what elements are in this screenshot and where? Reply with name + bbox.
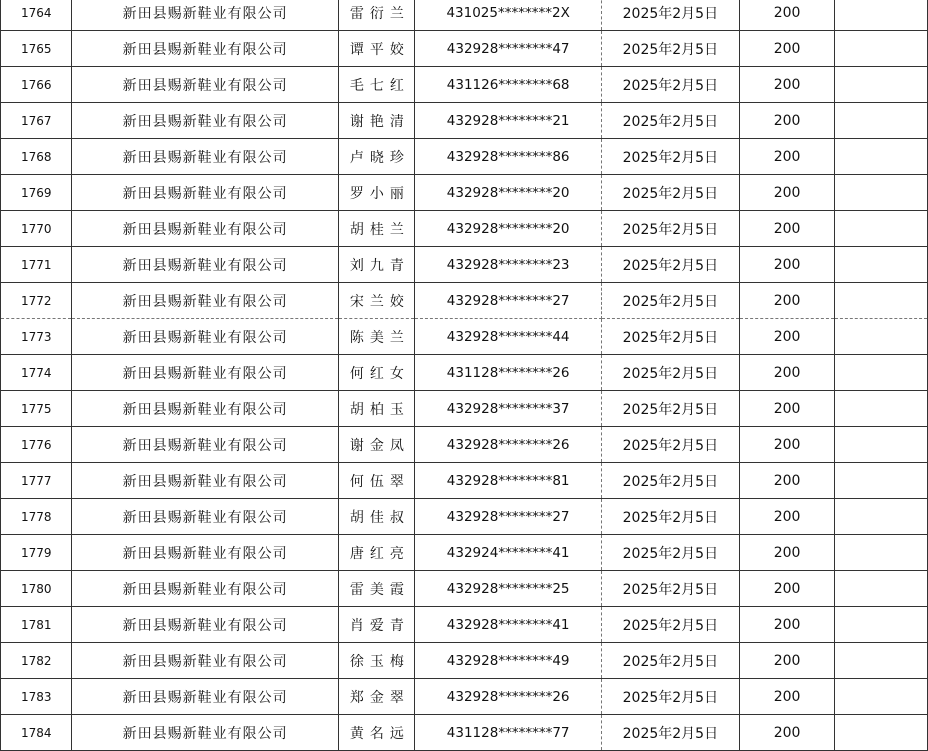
empty-cell (835, 103, 928, 139)
id-number-cell: 432928********27 (415, 499, 602, 535)
amount-cell: 200 (739, 463, 835, 499)
empty-cell (835, 535, 928, 571)
id-number-cell: 432928********44 (415, 319, 602, 355)
company-cell: 新田县赐新鞋业有限公司 (71, 715, 338, 751)
company-cell: 新田县赐新鞋业有限公司 (71, 31, 338, 67)
row-number-cell: 1771 (1, 247, 72, 283)
empty-cell (835, 715, 928, 751)
table-row (1, 247, 928, 283)
amount-cell: 200 (739, 103, 835, 139)
date-cell: 2025年2月5日 (601, 139, 739, 175)
person-name-cell: 谢金凤 (339, 427, 415, 463)
amount-cell: 200 (739, 0, 835, 31)
id-number-cell: 431025********2X (415, 0, 602, 31)
date-cell: 2025年2月5日 (601, 571, 739, 607)
empty-cell (835, 355, 928, 391)
row-number-cell: 1776 (1, 427, 72, 463)
table-row (1, 715, 928, 751)
row-number-cell: 1772 (1, 283, 72, 319)
amount-cell: 200 (739, 391, 835, 427)
row-number-cell: 1777 (1, 463, 72, 499)
empty-cell (835, 643, 928, 679)
empty-cell (835, 427, 928, 463)
empty-cell (835, 31, 928, 67)
company-cell: 新田县赐新鞋业有限公司 (71, 391, 338, 427)
date-cell: 2025年2月5日 (601, 319, 739, 355)
company-cell: 新田县赐新鞋业有限公司 (71, 103, 338, 139)
amount-cell: 200 (739, 283, 835, 319)
date-cell: 2025年2月5日 (601, 283, 739, 319)
person-name-cell: 雷衍兰 (339, 0, 415, 31)
company-cell: 新田县赐新鞋业有限公司 (71, 319, 338, 355)
date-cell: 2025年2月5日 (601, 391, 739, 427)
id-number-cell: 431128********26 (415, 355, 602, 391)
amount-cell: 200 (739, 211, 835, 247)
id-number-cell: 432928********23 (415, 247, 602, 283)
table-row (1, 103, 928, 139)
company-cell: 新田县赐新鞋业有限公司 (71, 211, 338, 247)
date-cell: 2025年2月5日 (601, 0, 739, 31)
amount-cell: 200 (739, 427, 835, 463)
amount-cell: 200 (739, 247, 835, 283)
person-name-cell: 郑金翠 (339, 679, 415, 715)
empty-cell (835, 463, 928, 499)
table-row (1, 643, 928, 679)
row-number-cell: 1765 (1, 31, 72, 67)
person-name-cell: 毛七红 (339, 67, 415, 103)
company-cell: 新田县赐新鞋业有限公司 (71, 67, 338, 103)
empty-cell (835, 319, 928, 355)
id-number-cell: 431126********68 (415, 67, 602, 103)
row-number-cell: 1783 (1, 679, 72, 715)
id-number-cell: 432924********41 (415, 535, 602, 571)
amount-cell: 200 (739, 319, 835, 355)
row-number-cell: 1770 (1, 211, 72, 247)
person-name-cell: 陈美兰 (339, 319, 415, 355)
amount-cell: 200 (739, 175, 835, 211)
date-cell: 2025年2月5日 (601, 607, 739, 643)
person-name-cell: 何伍翠 (339, 463, 415, 499)
person-name-cell: 何红女 (339, 355, 415, 391)
table-row (1, 31, 928, 67)
empty-cell (835, 175, 928, 211)
amount-cell: 200 (739, 139, 835, 175)
id-number-cell: 432928********25 (415, 571, 602, 607)
row-number-cell: 1767 (1, 103, 72, 139)
table-row (1, 319, 928, 355)
row-number-cell: 1784 (1, 715, 72, 751)
table-row (1, 499, 928, 535)
id-number-cell: 432928********86 (415, 139, 602, 175)
table-row (1, 283, 928, 319)
amount-cell: 200 (739, 607, 835, 643)
person-name-cell: 宋兰姣 (339, 283, 415, 319)
company-cell: 新田县赐新鞋业有限公司 (71, 139, 338, 175)
person-name-cell: 胡佳叔 (339, 499, 415, 535)
table-row (1, 463, 928, 499)
amount-cell: 200 (739, 715, 835, 751)
row-number-cell: 1774 (1, 355, 72, 391)
person-name-cell: 胡桂兰 (339, 211, 415, 247)
id-number-cell: 431128********77 (415, 715, 602, 751)
date-cell: 2025年2月5日 (601, 715, 739, 751)
date-cell: 2025年2月5日 (601, 175, 739, 211)
person-name-cell: 罗小丽 (339, 175, 415, 211)
person-name-cell: 唐红亮 (339, 535, 415, 571)
company-cell: 新田县赐新鞋业有限公司 (71, 535, 338, 571)
amount-cell: 200 (739, 67, 835, 103)
empty-cell (835, 571, 928, 607)
company-cell: 新田县赐新鞋业有限公司 (71, 499, 338, 535)
id-number-cell: 432928********49 (415, 643, 602, 679)
empty-cell (835, 607, 928, 643)
table-row (1, 607, 928, 643)
empty-cell (835, 679, 928, 715)
company-cell: 新田县赐新鞋业有限公司 (71, 607, 338, 643)
company-cell: 新田县赐新鞋业有限公司 (71, 643, 338, 679)
row-number-cell: 1769 (1, 175, 72, 211)
id-number-cell: 432928********20 (415, 175, 602, 211)
date-cell: 2025年2月5日 (601, 535, 739, 571)
table-row (1, 139, 928, 175)
id-number-cell: 432928********27 (415, 283, 602, 319)
table-row (1, 679, 928, 715)
person-name-cell: 刘九青 (339, 247, 415, 283)
person-name-cell: 谢艳清 (339, 103, 415, 139)
company-cell: 新田县赐新鞋业有限公司 (71, 427, 338, 463)
table-row (1, 175, 928, 211)
date-cell: 2025年2月5日 (601, 427, 739, 463)
empty-cell (835, 139, 928, 175)
row-number-cell: 1773 (1, 319, 72, 355)
date-cell: 2025年2月5日 (601, 463, 739, 499)
amount-cell: 200 (739, 355, 835, 391)
amount-cell: 200 (739, 31, 835, 67)
person-name-cell: 肖爱青 (339, 607, 415, 643)
person-name-cell: 胡柏玉 (339, 391, 415, 427)
row-number-cell: 1768 (1, 139, 72, 175)
row-number-cell: 1779 (1, 535, 72, 571)
company-cell: 新田县赐新鞋业有限公司 (71, 283, 338, 319)
table-row (1, 211, 928, 247)
date-cell: 2025年2月5日 (601, 247, 739, 283)
table-row (1, 571, 928, 607)
company-cell: 新田县赐新鞋业有限公司 (71, 355, 338, 391)
id-number-cell: 432928********26 (415, 679, 602, 715)
person-name-cell: 黄名远 (339, 715, 415, 751)
table-row (1, 391, 928, 427)
date-cell: 2025年2月5日 (601, 679, 739, 715)
id-number-cell: 432928********20 (415, 211, 602, 247)
row-number-cell: 1775 (1, 391, 72, 427)
date-cell: 2025年2月5日 (601, 499, 739, 535)
id-number-cell: 432928********26 (415, 427, 602, 463)
id-number-cell: 432928********47 (415, 31, 602, 67)
amount-cell: 200 (739, 571, 835, 607)
id-number-cell: 432928********37 (415, 391, 602, 427)
row-number-cell: 1766 (1, 67, 72, 103)
date-cell: 2025年2月5日 (601, 211, 739, 247)
person-name-cell: 徐玉梅 (339, 643, 415, 679)
id-number-cell: 432928********41 (415, 607, 602, 643)
table-row (1, 427, 928, 463)
person-name-cell: 雷美霞 (339, 571, 415, 607)
date-cell: 2025年2月5日 (601, 355, 739, 391)
row-number-cell: 1780 (1, 571, 72, 607)
company-cell: 新田县赐新鞋业有限公司 (71, 463, 338, 499)
person-name-cell: 卢晓珍 (339, 139, 415, 175)
amount-cell: 200 (739, 643, 835, 679)
table-row (1, 355, 928, 391)
amount-cell: 200 (739, 679, 835, 715)
person-name-cell: 谭平姣 (339, 31, 415, 67)
company-cell: 新田县赐新鞋业有限公司 (71, 0, 338, 31)
table-row (1, 535, 928, 571)
row-number-cell: 1782 (1, 643, 72, 679)
date-cell: 2025年2月5日 (601, 103, 739, 139)
empty-cell (835, 211, 928, 247)
date-cell: 2025年2月5日 (601, 31, 739, 67)
empty-cell (835, 0, 928, 31)
empty-cell (835, 67, 928, 103)
company-cell: 新田县赐新鞋业有限公司 (71, 175, 338, 211)
empty-cell (835, 499, 928, 535)
date-cell: 2025年2月5日 (601, 643, 739, 679)
company-cell: 新田县赐新鞋业有限公司 (71, 679, 338, 715)
company-cell: 新田县赐新鞋业有限公司 (71, 247, 338, 283)
company-cell: 新田县赐新鞋业有限公司 (71, 571, 338, 607)
empty-cell (835, 247, 928, 283)
empty-cell (835, 283, 928, 319)
table-row (1, 0, 928, 31)
amount-cell: 200 (739, 499, 835, 535)
amount-cell: 200 (739, 535, 835, 571)
row-number-cell: 1778 (1, 499, 72, 535)
row-number-cell: 1781 (1, 607, 72, 643)
table-body (1, 0, 928, 751)
id-number-cell: 432928********21 (415, 103, 602, 139)
table-row (1, 67, 928, 103)
id-number-cell: 432928********81 (415, 463, 602, 499)
row-number-cell: 1764 (1, 0, 72, 31)
date-cell: 2025年2月5日 (601, 67, 739, 103)
empty-cell (835, 391, 928, 427)
